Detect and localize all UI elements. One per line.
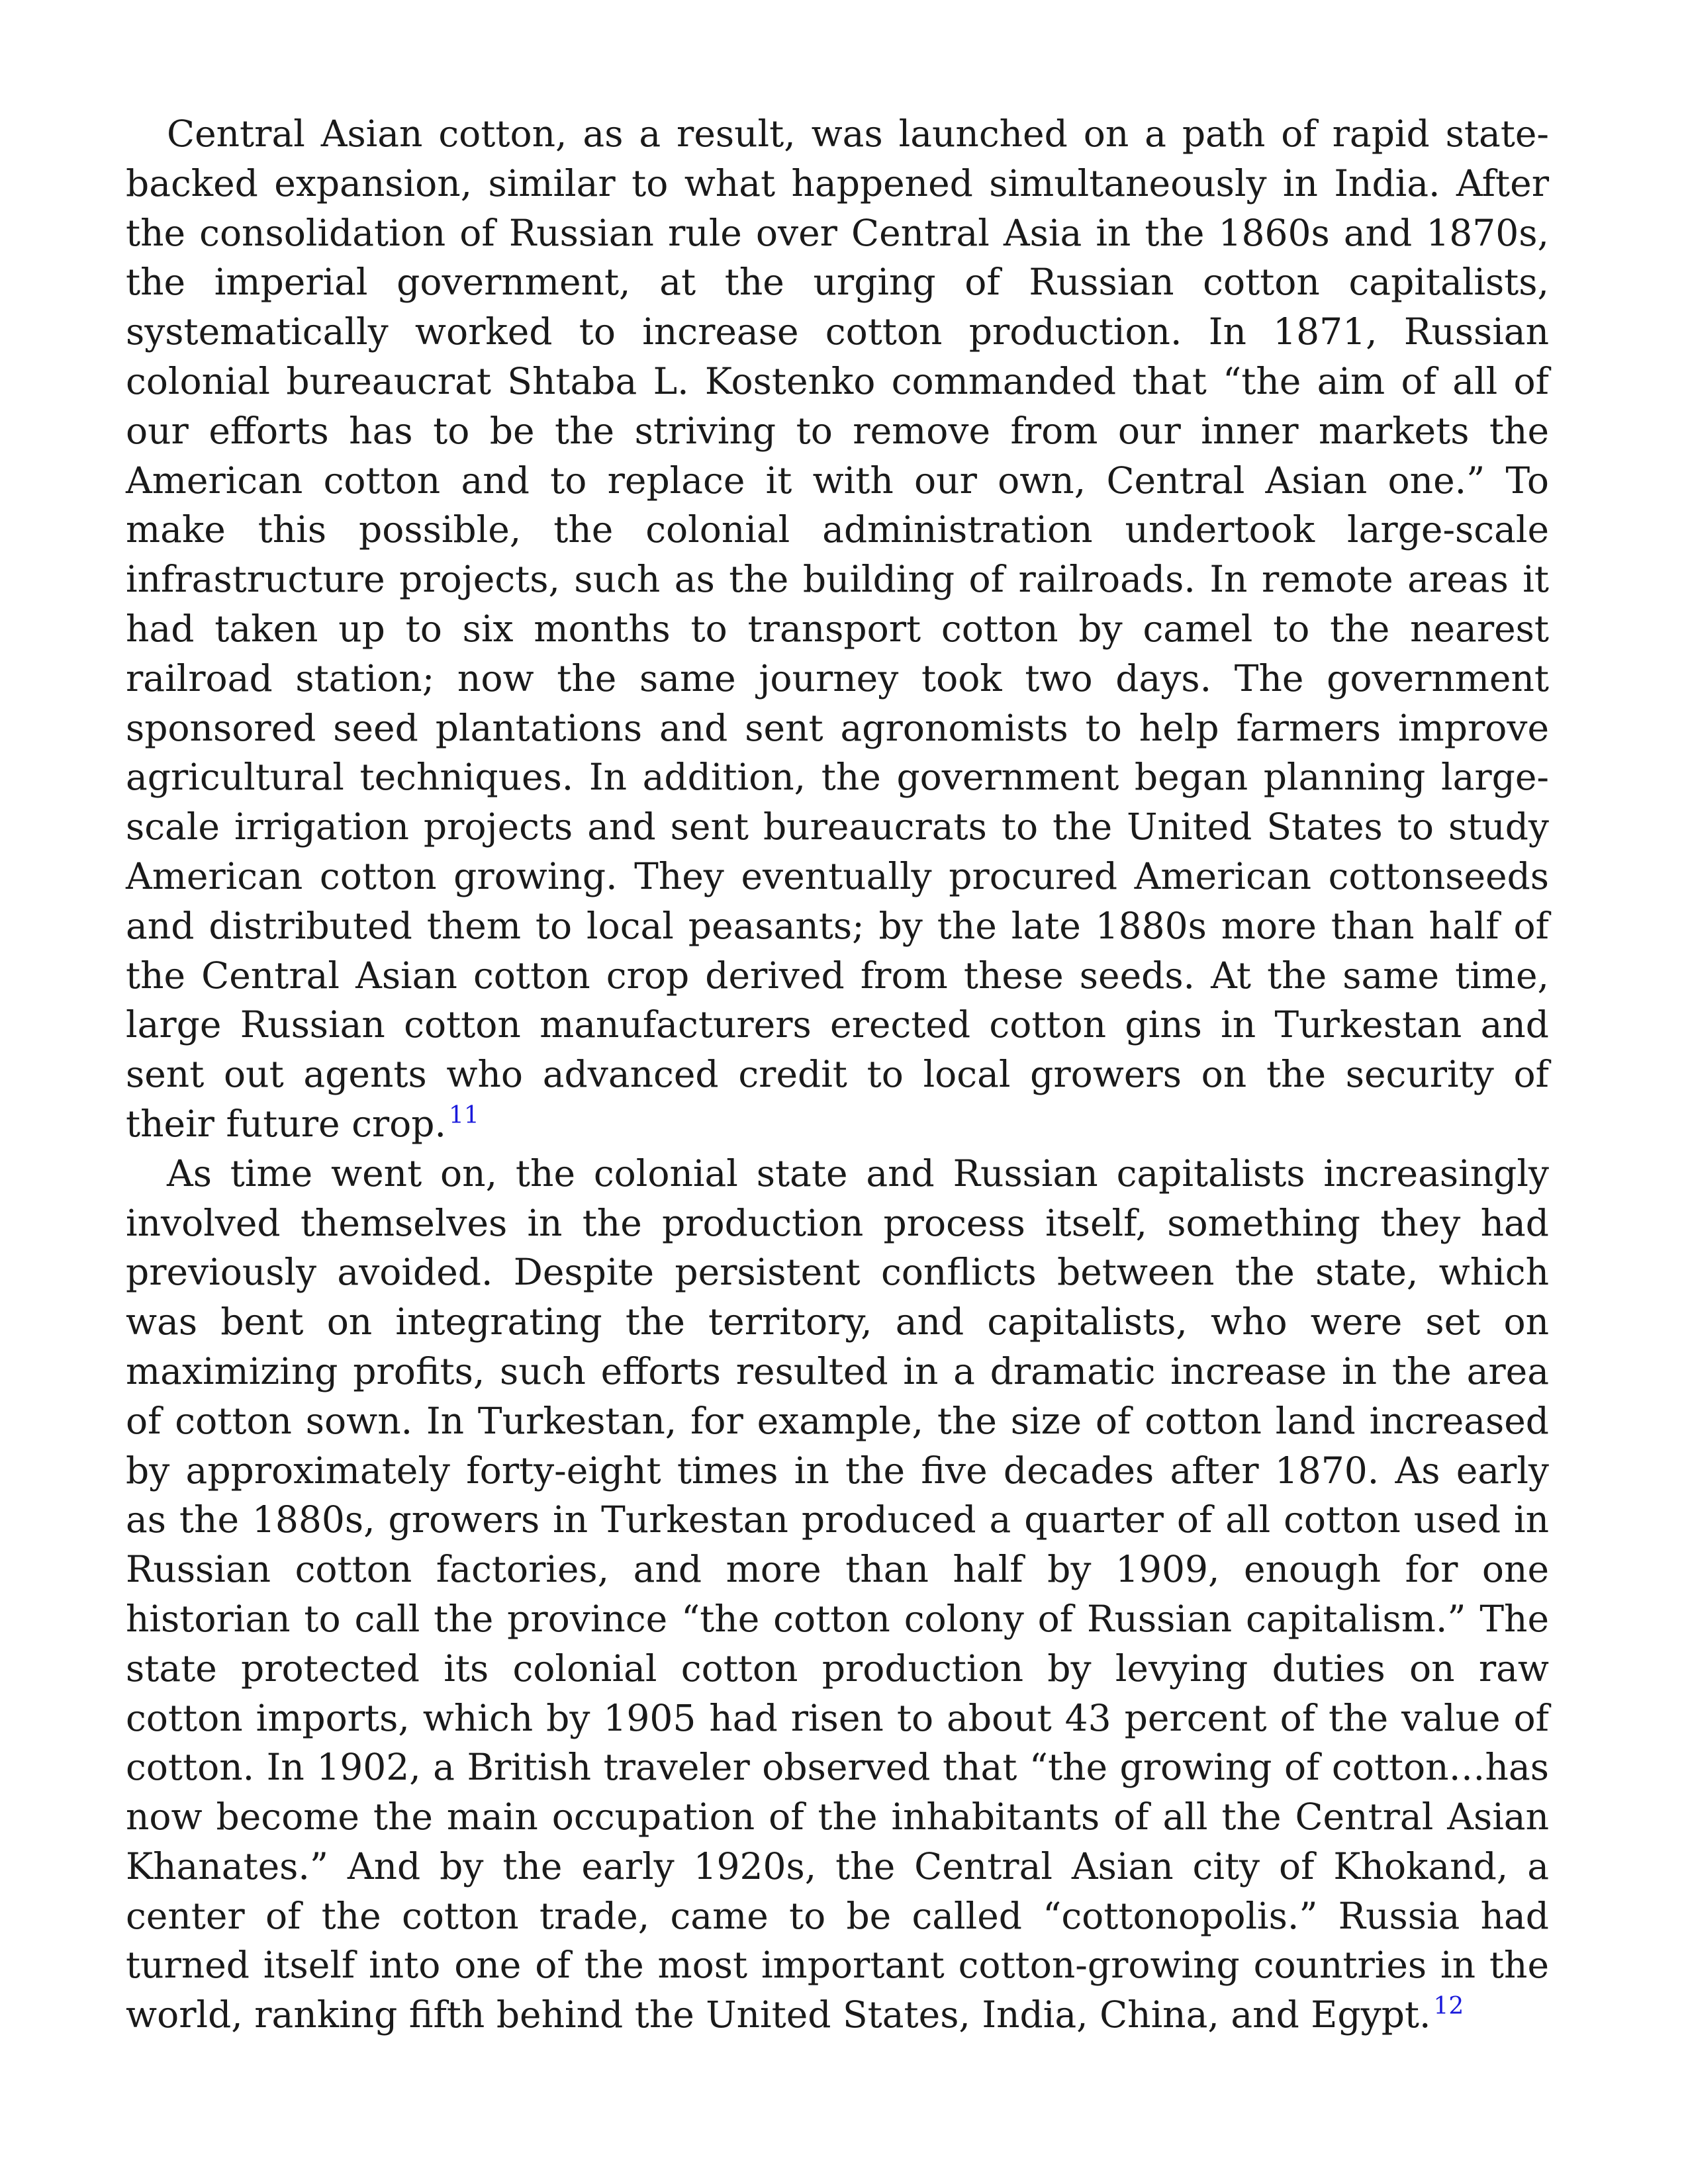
paragraph-2-text: As time went on, the colonial state and Russian capitalists increasingly involved themselves in the production process itself, something they had previously avoided. Despite persistent conflicts between the state, which was bent on integrating the territory, and capitalists, who were set on maximizing profits, such efforts resulted in a dramatic increase in the area of cotton sown. In Turkestan, for example, the size of cotton land increased by approximately forty-eight times in the five decades after 1870. As early as the 1880s, growers in Turkestan produced a quarter of all cotton used in Russian cotton factories, and more than half by 1909, enough for one historian to call the province “the cotton colony of Russian capitalism.” The state protected its colonial cotton production by levying duties on raw cotton imports, which by 1905 had risen to about 43 percent of the value of cotton. In 1902, a British traveler observed that “the growing of cotton…has now become the main occupation of the inhabitants of all the Central Asian Khanates.” And by the early 1920s, the Central Asian city of Khokand, a center of the cotton trade, came to be called “cottonopolis.” Russia had turned itself into one of the most important cotton-growing countries in the world, ranking fifth behind the United States, India, China, and Egypt.	[126, 1152, 1549, 2036]
paragraph-1	[126, 109, 1549, 1149]
paragraph-1-text: Central Asian cotton, as a result, was launched on a path of rapid state-backed expansion, similar to what happened simultaneously in India. After the consolidation of Russian rule over Central Asia in the 1860s and 1870s, the imperial government, at the urging of Russian cotton capitalists, systematically worked to increase cotton production. In 1871, Russian colonial bureaucrat Shtaba L. Kostenko commanded that “the aim of all of our efforts has to be the striving to remove from our inner markets the American cotton and to replace it with our own, Central Asian one.” To make this possible, the colonial administration undertook large-scale infrastructure projects, such as the building of railroads. In remote areas it had taken up to six months to transport cotton by camel to the nearest railroad station; now the same journey took two days. The government sponsored seed plantations and sent agronomists to help farmers improve agricultural techniques. In addition, the government began planning large-scale irrigation projects and sent bureaucrats to the United States to study American cotton growing. They eventually procured American cottonseeds and distributed them to local peasants; by the late 1880s more than half of the Central Asian cotton crop derived from these seeds. At the same time, large Russian cotton manufacturers erected cotton gins in Turkestan and sent out agents who advanced credit to local growers on the security of their future crop.	[126, 113, 1549, 1145]
paragraph-2	[126, 1149, 1549, 2040]
footnote-link-11[interactable]: 11	[448, 1101, 479, 1129]
footnote-link-12[interactable]: 12	[1433, 1993, 1464, 2021]
page-body	[126, 109, 1549, 2040]
